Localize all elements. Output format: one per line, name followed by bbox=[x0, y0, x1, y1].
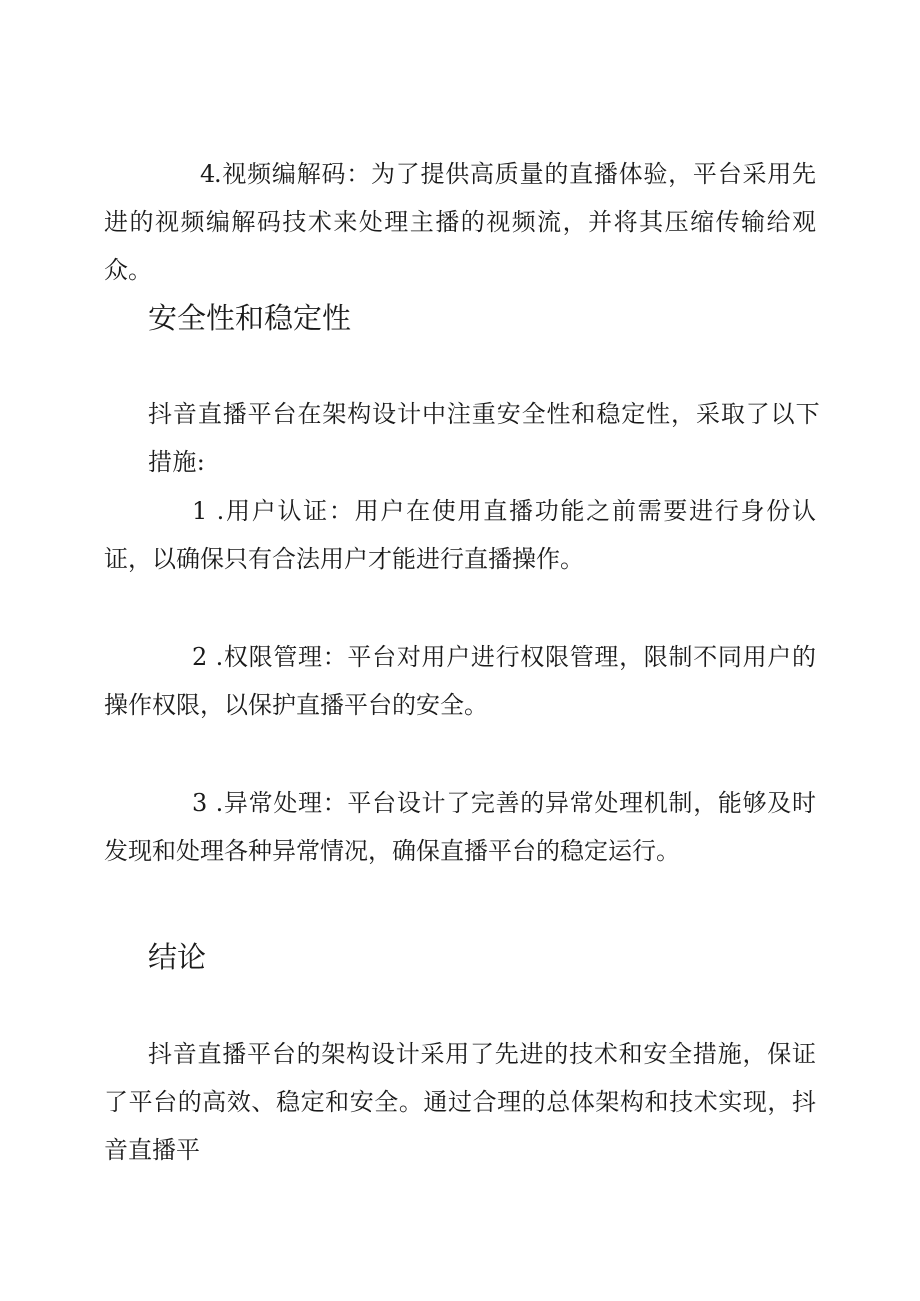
paragraph-text: .权限管理：平台对用户进行权限管理，限制不同用户的操作权限，以保护直播平台的安全。 bbox=[104, 643, 816, 719]
paragraph-exception bbox=[104, 779, 816, 875]
paragraph-user-auth bbox=[104, 487, 816, 583]
list-number: 3 bbox=[192, 789, 208, 817]
list-number: 4 bbox=[200, 160, 216, 188]
section-heading-conclusion: 结论 bbox=[148, 940, 207, 974]
paragraph-text: .用户认证：用户在使用直播功能之前需要进行身份认证，以确保只有合法用户才能进行直播操作。 bbox=[104, 497, 816, 573]
paragraph-text: .视频编解码：为了提供高质量的直播体验，平台采用先进的视频编解码技术来处理主播的视频流，并将其压缩传输给观众。 bbox=[104, 160, 816, 284]
list-number: 2 bbox=[192, 643, 208, 671]
section-heading-security: 安全性和稳定性 bbox=[148, 301, 352, 335]
paragraph-video-codec bbox=[104, 150, 816, 294]
list-number: 1 bbox=[192, 497, 208, 525]
paragraph-text: .异常处理：平台设计了完善的异常处理机制，能够及时发现和处理各种异常情况，确保直播平台的稳定运行。 bbox=[104, 789, 816, 865]
paragraph-conclusion: 抖音直播平台的架构设计采用了先进的技术和安全措施，保证了平台的高效、稳定和安全。通过合理的总体架构和技术实现，抖音直播平 bbox=[104, 1040, 816, 1164]
paragraph-security-intro: 抖音直播平台在架构设计中注重安全性和稳定性，采取了以下措施: bbox=[148, 400, 820, 476]
paragraph-permission bbox=[104, 633, 816, 729]
